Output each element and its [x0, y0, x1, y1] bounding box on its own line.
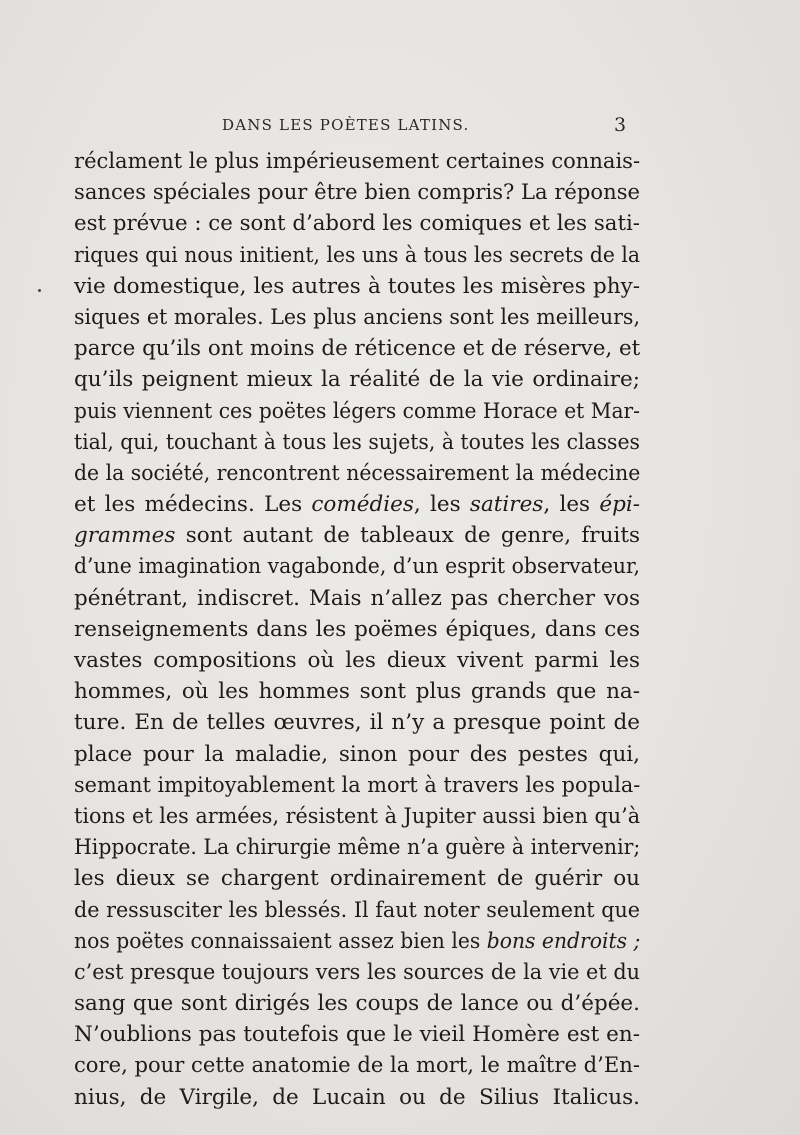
text-run: c’est presque toujours vers les sources de la vie et du [74, 959, 640, 985]
text-line [74, 364, 640, 395]
text-line [74, 583, 640, 614]
text-line [74, 614, 640, 645]
text-run: puis viennent ces poëtes légers comme Horace et Mar- [74, 398, 640, 424]
text-run: parce qu’ils ont moins de réticence et de réserve, et [74, 336, 641, 362]
italic-text: satires [469, 492, 544, 518]
text-line [74, 1019, 640, 1050]
text-line [74, 208, 640, 239]
text-run: Hippocrate. La chirurgie même n’a guère à intervenir; [74, 835, 641, 861]
text-line [74, 240, 640, 271]
text-run: de ressusciter les blessés. Il faut noter seulement que [74, 897, 640, 923]
text-run: tial, qui, touchant à tous les sujets, à toutes les classes [74, 429, 640, 455]
text-line [74, 551, 640, 582]
text-run: N’oublions pas toutefois que le vieil Homère est en- [74, 1022, 640, 1048]
text-line [74, 271, 640, 302]
text-run: hommes, où les hommes sont plus grands que na- [74, 679, 640, 705]
text-run: sang que sont dirigés les coups de lance ou d’épée. [74, 991, 640, 1017]
text-line [74, 645, 640, 676]
text-run: les dieux se chargent ordinairement de guérir ou [74, 866, 640, 892]
text-run: nos poëtes connaissaient assez bien les [74, 928, 487, 954]
text-line [74, 926, 640, 957]
text-line [74, 895, 640, 926]
text-line [74, 1050, 640, 1081]
text-line [74, 801, 640, 832]
text-line [74, 988, 640, 1019]
text-run: sont autant de tableaux de genre, fruits [175, 523, 640, 549]
running-title: DANS LES POÈTES LATINS. [222, 116, 470, 134]
margin-speck [38, 289, 41, 292]
text-line [74, 676, 640, 707]
text-line [74, 146, 640, 177]
text-run: place pour la maladie, sinon pour des pestes qui, [74, 741, 640, 767]
text-run: réclament le plus impérieusement certaines connais- [74, 149, 641, 174]
body-text [74, 146, 640, 1113]
text-run: de la société, rencontrent nécessairement la médecine [74, 460, 641, 486]
text-run: nius, de Virgile, de Lucain ou de Silius Italicus. [74, 1084, 640, 1110]
text-run: qu’ils peignent mieux la réalité de la vie ordinaire; [74, 367, 640, 393]
text-run: siques et morales. Les plus anciens sont les meilleurs, [74, 304, 640, 330]
text-line [74, 707, 640, 738]
text-run: ture. En de telles œuvres, il n’y a presque point de [74, 710, 640, 736]
text-run: renseignements dans les poëmes épiques, dans ces [74, 616, 640, 642]
text-run: , les [413, 492, 470, 518]
text-run: , les [543, 492, 600, 518]
text-line [74, 520, 640, 551]
text-line [74, 427, 640, 458]
text-run: d’une imagination vagabonde, d’un esprit observateur, [74, 554, 640, 580]
text-line [74, 739, 640, 770]
italic-text: grammes [74, 523, 176, 549]
text-line [74, 302, 640, 333]
text-line [74, 396, 640, 427]
text-run: sances spéciales pour être bien compris? La réponse [74, 180, 640, 206]
text-line [74, 863, 640, 894]
italic-text: épi- [599, 492, 640, 518]
text-line [74, 832, 640, 863]
page-number: 3 [614, 114, 627, 136]
text-run: vie domestique, les autres à toutes les misères phy- [74, 273, 640, 299]
text-line [74, 458, 640, 489]
text-line [74, 957, 640, 988]
italic-text: comédies [311, 492, 414, 518]
text-run: vastes compositions où les dieux vivent parmi les [74, 648, 640, 673]
text-line [74, 770, 640, 801]
text-line [74, 489, 640, 520]
text-run: semant impitoyablement la mort à travers les popula- [74, 772, 641, 798]
text-line [74, 1082, 640, 1113]
text-run: core, pour cette anatomie de la mort, le maître d’En- [74, 1053, 640, 1079]
text-run: est prévue : ce sont d’abord les comiques et les sati- [74, 211, 640, 237]
text-line [74, 177, 640, 208]
text-run: tions et les armées, résistent à Jupiter aussi bien qu’à [74, 803, 641, 829]
text-run: et les médecins. Les [74, 492, 312, 518]
text-line [74, 333, 640, 364]
text-run: pénétrant, indiscret. Mais n’allez pas chercher vos [74, 585, 640, 611]
italic-text: bons endroits ; [486, 928, 641, 954]
text-run: riques qui nous initient, les uns à tous les secrets de la [74, 242, 640, 268]
